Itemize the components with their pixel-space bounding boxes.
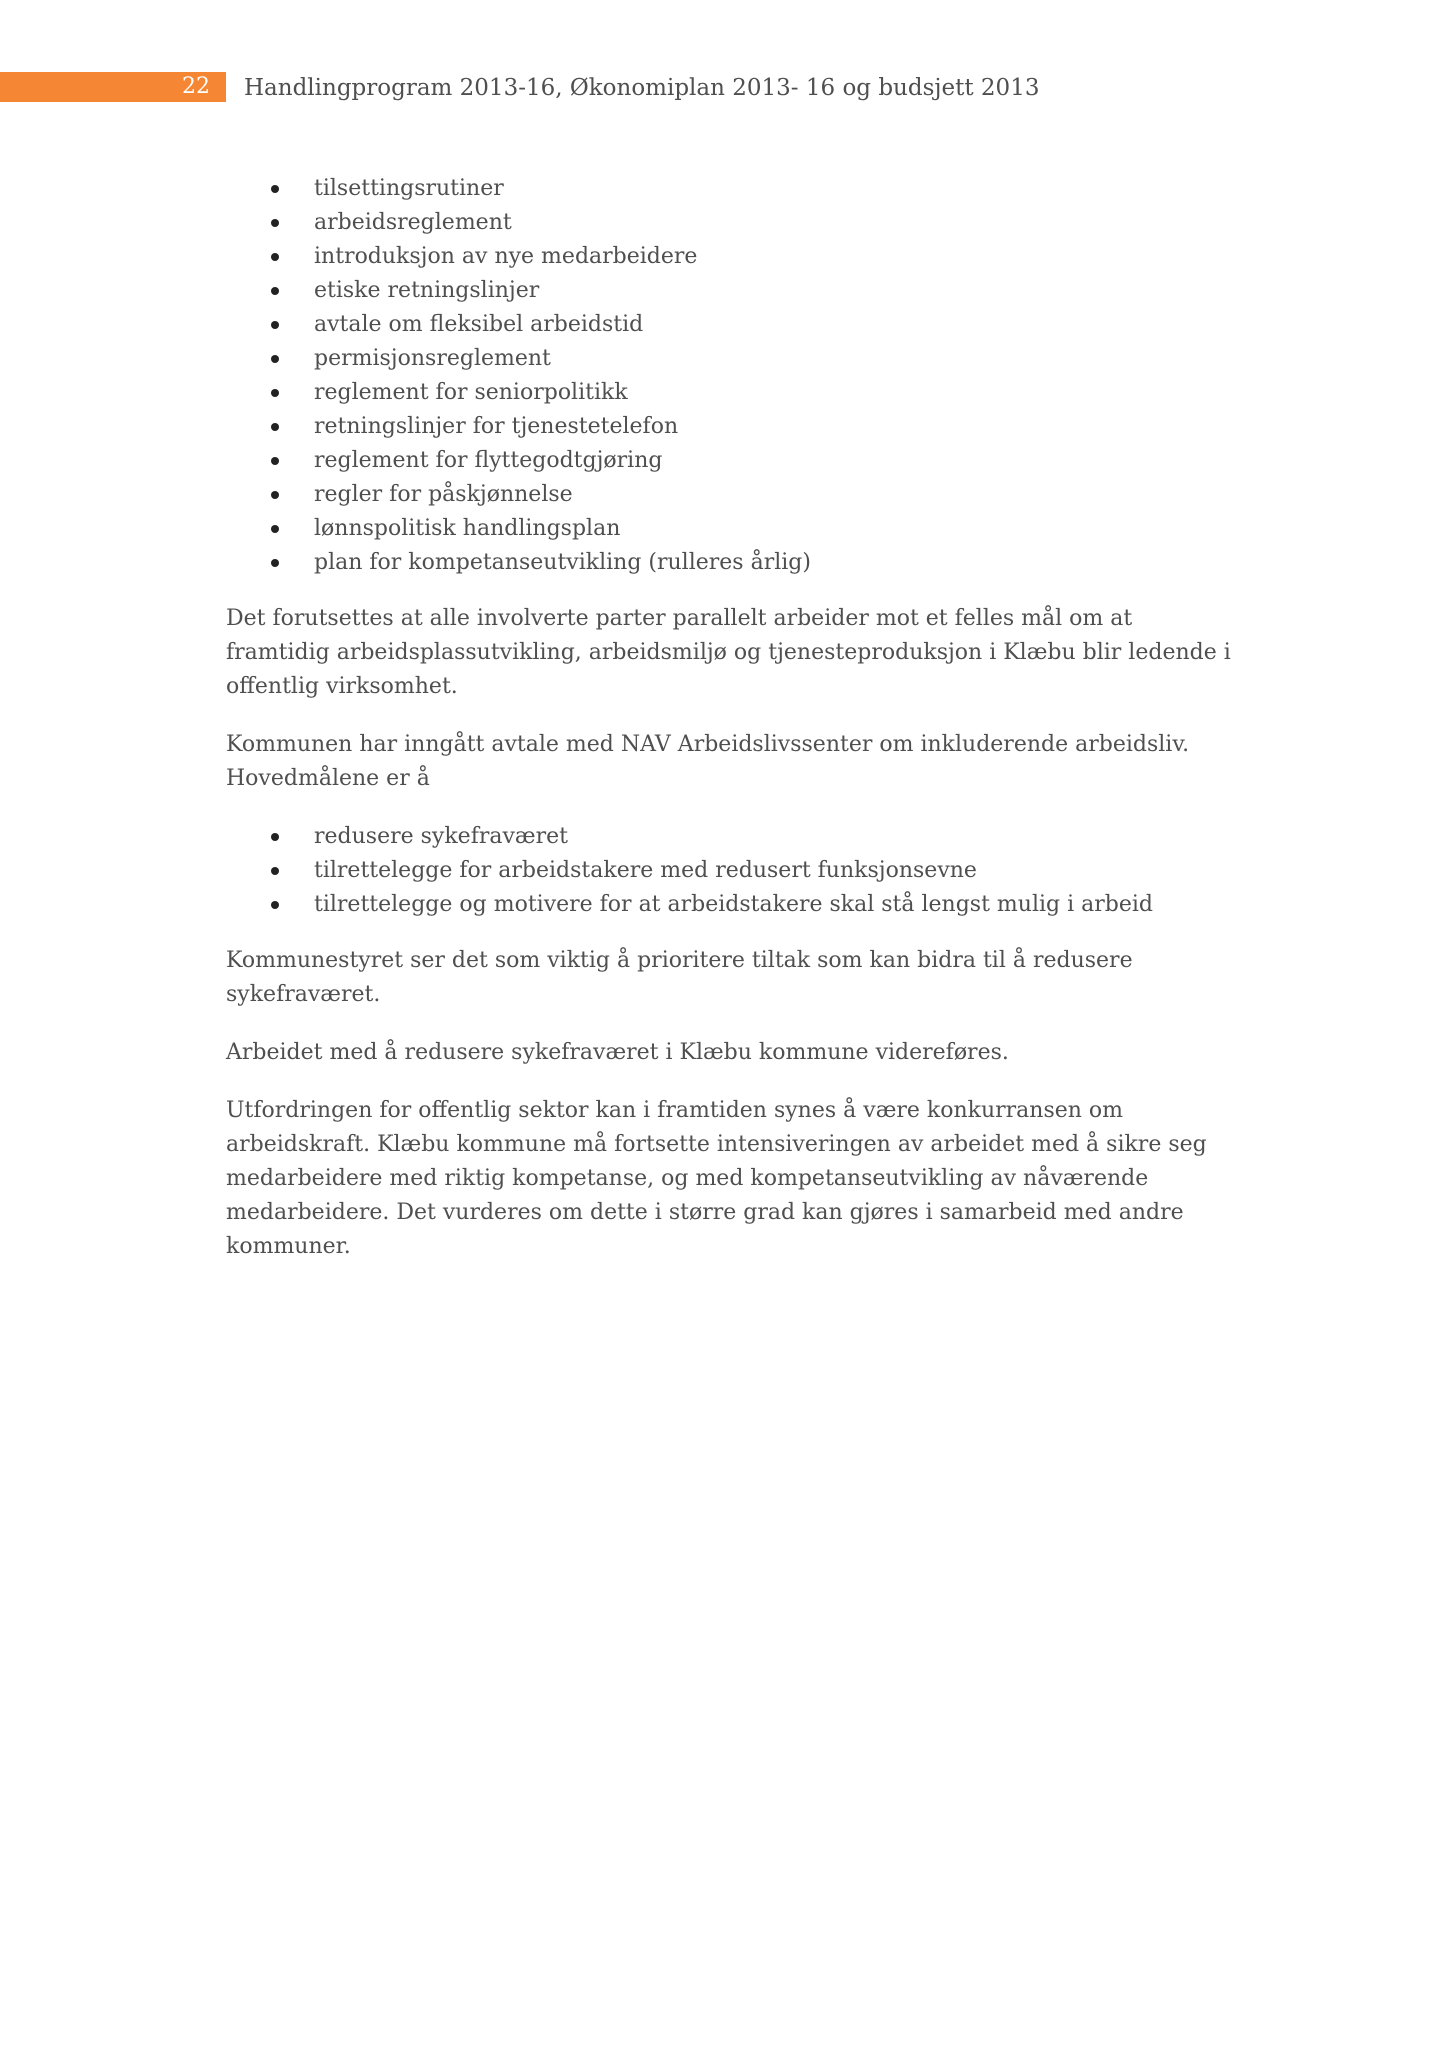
list-item-text: lønnspolitisk handlingsplan	[314, 516, 621, 541]
paragraph-continuation: Arbeidet med å redusere sykefraværet i Klæbu kommune videreføres.	[226, 1040, 1009, 1065]
list-item-text: tilrettelegge og motivere for at arbeidstakere skal stå lengst mulig i arbeid	[314, 892, 1153, 917]
list-item-text: redusere sykefraværet	[314, 824, 568, 849]
list-item	[226, 512, 1238, 546]
list-item	[226, 274, 1238, 308]
list-item	[226, 206, 1238, 240]
list-item-text: tilrettelegge for arbeidstakere med redusert funksjonsevne	[314, 858, 977, 883]
bullet-icon	[271, 423, 279, 431]
bullet-icon	[271, 321, 279, 329]
list-item-text: retningslinjer for tjenestetelefon	[314, 414, 679, 439]
bullet-icon	[271, 901, 279, 909]
list-item	[226, 240, 1238, 274]
list-item	[226, 172, 1238, 206]
list-item-text: etiske retningslinjer	[314, 278, 540, 303]
document-header-title: Handlingprogram 2013-16, Økonomiplan 2013- 16 og budsjett 2013	[244, 75, 1040, 101]
list-item-text: introduksjon av nye medarbeidere	[314, 244, 698, 269]
list-item	[226, 546, 1238, 580]
page-content	[226, 172, 1238, 1288]
regulations-list	[226, 172, 1238, 580]
list-item	[226, 820, 1238, 854]
bullet-icon	[271, 389, 279, 397]
list-item	[226, 308, 1238, 342]
paragraph-goal: Det forutsettes at alle involverte parter parallelt arbeider mot et felles mål om at framtidig arbeidsplassutvikling, arbeidsmiljø og tjenesteproduksjon i Klæbu blir ledende i offentlig virksomhet.	[226, 606, 1231, 699]
list-item	[226, 376, 1238, 410]
list-item-text: permisjonsreglement	[314, 346, 551, 371]
bullet-icon	[271, 525, 279, 533]
bullet-icon	[271, 867, 279, 875]
bullet-icon	[271, 355, 279, 363]
bullet-icon	[271, 253, 279, 261]
paragraph-nav-agreement: Kommunen har inngått avtale med NAV Arbeidslivssenter om inkluderende arbeidsliv. Hovedmålene er å	[226, 732, 1190, 791]
page-number: 22	[182, 74, 210, 99]
list-item	[226, 854, 1238, 888]
main-goals-list	[226, 820, 1238, 922]
bullet-icon	[271, 457, 279, 465]
list-item-text: avtale om fleksibel arbeidstid	[314, 312, 644, 337]
list-item	[226, 342, 1238, 376]
list-item-text: plan for kompetanseutvikling (rulleres årlig)	[314, 550, 811, 575]
list-item-text: reglement for flyttegodtgjøring	[314, 448, 663, 473]
list-item-text: regler for påskjønnelse	[314, 482, 573, 507]
list-item	[226, 444, 1238, 478]
bullet-icon	[271, 833, 279, 841]
header-accent-bar	[0, 72, 226, 102]
bullet-icon	[271, 219, 279, 227]
paragraph-challenges: Utfordringen for offentlig sektor kan i framtiden synes å være konkurransen om arbeidskraft. Klæbu kommune må fortsette intensiveringen av arbeidet med å sikre seg medarbeidere med riktig kompetanse, og med kompetanseutvikling av nåværende medarbeidere. Det vurderes om dette i større grad kan gjøres i samarbeid med andre kommuner.	[226, 1098, 1207, 1259]
list-item-text: reglement for seniorpolitikk	[314, 380, 628, 405]
bullet-icon	[271, 185, 279, 193]
list-item-text: arbeidsreglement	[314, 210, 512, 235]
bullet-icon	[271, 491, 279, 499]
bullet-icon	[271, 287, 279, 295]
list-item	[226, 478, 1238, 512]
bullet-icon	[271, 559, 279, 567]
list-item	[226, 888, 1238, 922]
list-item-text: tilsettingsrutiner	[314, 176, 504, 201]
paragraph-council-priority: Kommunestyret ser det som viktig å prioritere tiltak som kan bidra til å redusere sykefraværet.	[226, 948, 1133, 1007]
list-item	[226, 410, 1238, 444]
